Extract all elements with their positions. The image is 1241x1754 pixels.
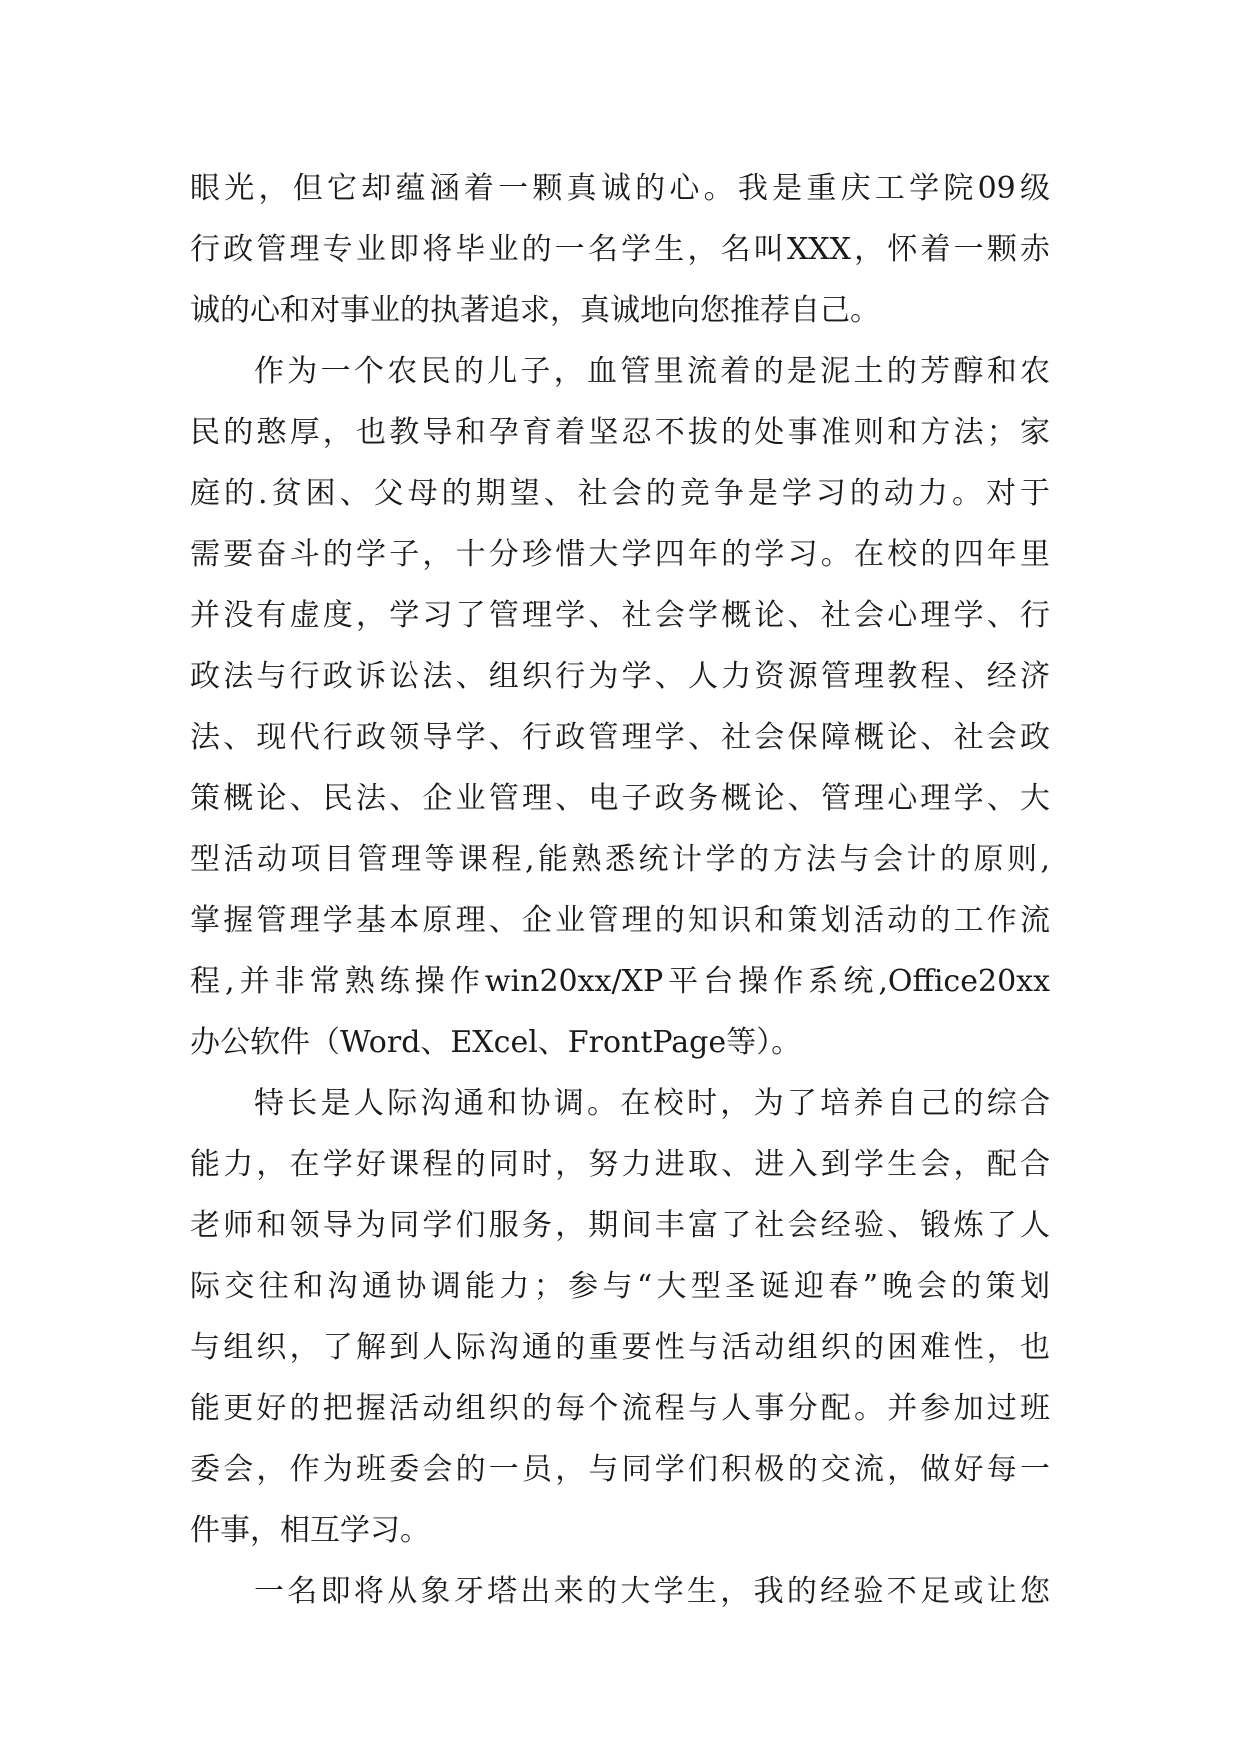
- text-line: 眼光，但它却蕴涵着一颗真诚的心。我是重庆工学院09级: [190, 171, 1050, 206]
- text-line: 并没有虚度，学习了管理学、社会学概论、社会心理学、行: [190, 598, 1050, 633]
- text-line: 能更好的把握活动组织的每个流程与人事分配。并参加过班: [190, 1391, 1050, 1426]
- text-line: 与组织，了解到人际沟通的重要性与活动组织的困难性，也: [190, 1330, 1050, 1365]
- text-line: 件事，相互学习。: [190, 1513, 430, 1548]
- text-line: 老师和领导为同学们服务，期间丰富了社会经验、锻炼了人: [190, 1208, 1050, 1243]
- paragraph-first-line: 特长是人际沟通和协调。在校时，为了培养自己的综合: [254, 1086, 1050, 1121]
- text-line: 民的憨厚，也教导和孕育着坚忍不拔的处事准则和方法；家: [190, 415, 1050, 450]
- text-line: 型活动项目管理等课程,能熟悉统计学的方法与会计的原则,: [190, 842, 1050, 877]
- text-line: 策概论、民法、企业管理、电子政务概论、管理心理学、大: [190, 781, 1050, 816]
- paragraph-first-line: 一名即将从象牙塔出来的大学生，我的经验不足或让您: [254, 1574, 1050, 1609]
- text-line: 诚的心和对事业的执著追求，真诚地向您推荐自己。: [190, 293, 880, 328]
- text-line: 需要奋斗的学子，十分珍惜大学四年的学习。在校的四年里: [190, 537, 1050, 572]
- text-line: 庭的.贫困、父母的期望、社会的竞争是学习的动力。对于: [190, 476, 1050, 511]
- text-line: 掌握管理学基本原理、企业管理的知识和策划活动的工作流: [190, 903, 1050, 938]
- paragraph-first-line: 作为一个农民的儿子，血管里流着的是泥土的芳醇和农: [254, 354, 1050, 389]
- text-line: 政法与行政诉讼法、组织行为学、人力资源管理教程、经济: [190, 659, 1050, 694]
- text-line: 程,并非常熟练操作win20xx/XP平台操作系统,Office20xx: [190, 964, 1050, 999]
- document-body: [190, 158, 1050, 1622]
- text-line: 法、现代行政领导学、行政管理学、社会保障概论、社会政: [190, 720, 1050, 755]
- text-line: 行政管理专业即将毕业的一名学生，名叫XXX，怀着一颗赤: [190, 232, 1050, 267]
- text-line: 际交往和沟通协调能力；参与“大型圣诞迎春”晚会的策划: [190, 1269, 1050, 1304]
- text-line: 能力，在学好课程的同时，努力进取、进入到学生会，配合: [190, 1147, 1050, 1182]
- text-line: 办公软件（Word、EXcel、FrontPage等）。: [190, 1025, 802, 1060]
- text-line: 委会，作为班委会的一员，与同学们积极的交流，做好每一: [190, 1452, 1050, 1487]
